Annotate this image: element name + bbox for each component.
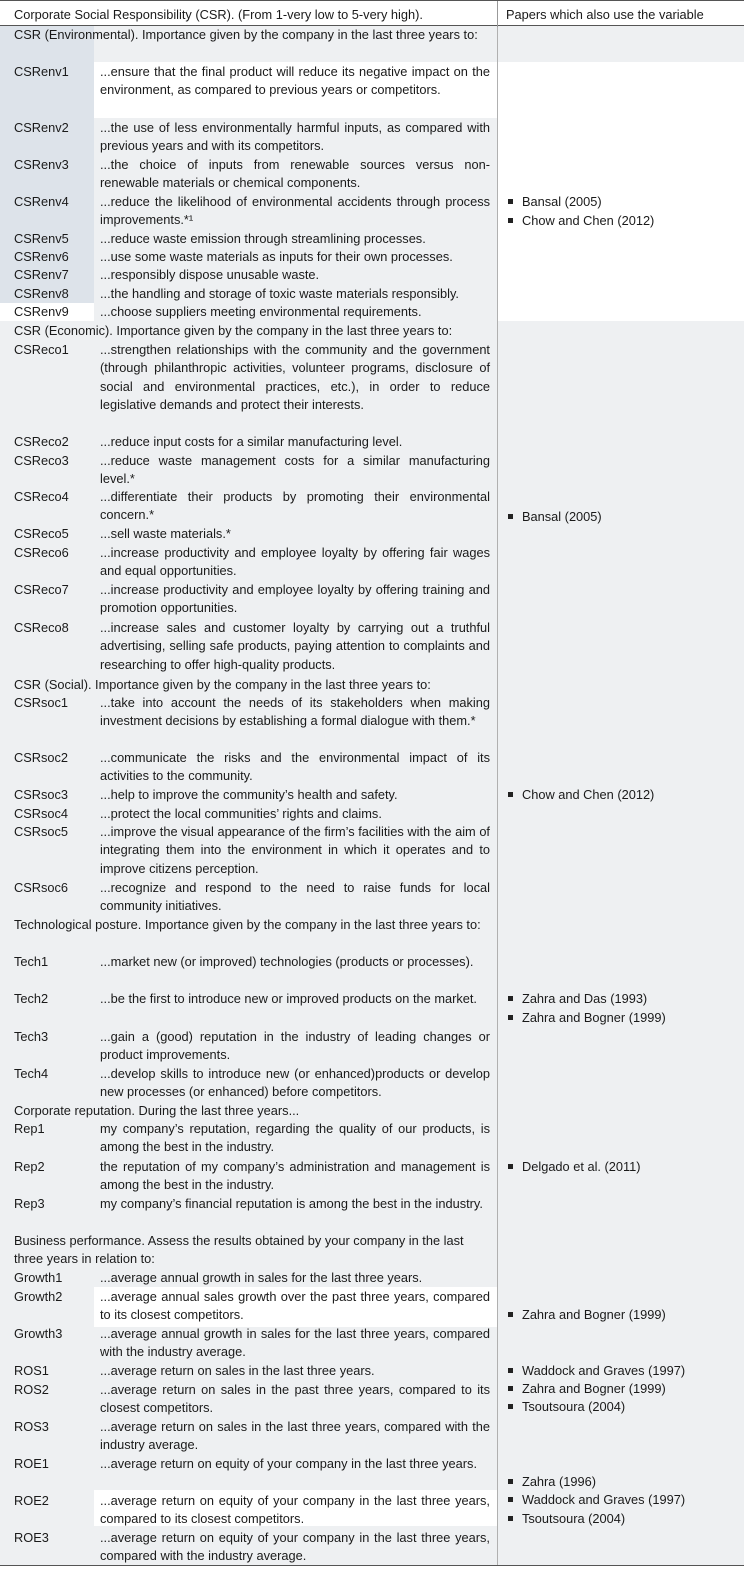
row-text: ...the choice of inputs from renewable sources versus non-renewable materials or chemical components. [100,157,490,191]
row-code: CSReco8 [14,620,69,635]
row-code: Rep2 [14,1159,45,1174]
row-code: CSRsoc2 [14,750,69,765]
row-code: Tech1 [14,954,49,969]
row-code: Tech2 [14,991,49,1006]
row-text: ...average return on equity of your company in the last three years, compared with the industry average. [100,1530,490,1564]
reference-item: Bansal (2005) [508,193,740,211]
reference-item: Zahra and Bogner (1999) [508,1306,740,1324]
row-text: ...use some waste materials as inputs for their own processes. [100,249,453,264]
row-text: ...average return on sales in the last three years. [100,1363,375,1378]
row-code: CSRenv1 [14,64,69,79]
row-text: ...ensure that the final product will reduce its negative impact on the environment, as compared to previous years or competitors. [100,64,490,98]
table-bottom-rule [0,1565,744,1566]
row-text: ...average return on sales in the past three years, compared to its closest competitors. [100,1382,490,1416]
row-code: CSRenv4 [14,194,69,209]
section-title-economic: CSR (Economic). Importance given by the company in the last three years to: [14,323,453,338]
reference-item: Tsoutsoura (2004) [508,1398,740,1416]
row-text: ...gain a (good) reputation in the industry of leading changes or product improvements. [100,1029,490,1063]
row-text: ...communicate the risks and the environmental impact of its activities to the community. [100,750,490,784]
bullet-icon [508,1516,513,1521]
bullet-icon [508,1164,513,1169]
row-code: CSReco6 [14,545,69,560]
row-text: ...average return on sales in the last three years, compared with the industry average. [100,1419,490,1453]
header-papers: Papers which also use the variable [506,7,704,22]
row-text: ...choose suppliers meeting environmental requirements. [100,304,422,319]
row-text: ...recognize and respond to the need to raise funds for local community initiatives. [100,880,490,914]
row-code: CSRenv3 [14,157,69,172]
bullet-icon [508,792,513,797]
reference-item: Bansal (2005) [508,508,740,526]
row-text: ...be the first to introduce new or improved products on the market. [100,991,477,1006]
row-code: CSRsoc5 [14,824,69,839]
row-text: ...help to improve the community’s health and safety. [100,787,398,802]
bullet-icon [508,1386,513,1391]
row-text: ...reduce waste emission through streamlining processes. [100,231,426,246]
row-code: ROE3 [14,1530,49,1545]
row-code: CSRsoc1 [14,695,69,710]
bullet-icon [508,1479,513,1484]
bullet-icon [508,199,513,204]
row-code: ROE1 [14,1456,49,1471]
row-text: ...reduce input costs for a similar manufacturing level. [100,434,403,449]
reference-item: Zahra and Bogner (1999) [508,1380,740,1398]
row-text: ...protect the local communities’ rights and claims. [100,806,382,821]
reference-item: Zahra (1996) [508,1473,740,1491]
section-title-reputation: Corporate reputation. During the last three years... [14,1103,300,1118]
reference-item: Waddock and Graves (1997) [508,1491,740,1509]
row-text: ...increase sales and customer loyalty by carrying out a truthful advertising, selling safe products, paying attention to complaints and researching to offer high-quality products. [100,620,490,672]
row-text: ...increase productivity and employee loyalty by offering fair wages and equal opportunities. [100,545,490,579]
row-code: CSRenv2 [14,120,69,135]
row-text: ...develop skills to introduce new (or enhanced)products or develop new processes (or enhanced) before competitors. [100,1066,490,1100]
row-code: CSRenv6 [14,249,69,264]
row-code: CSReco7 [14,582,69,597]
row-text: the reputation of my company’s administration and management is among the best in the industry. [100,1159,490,1193]
row-code: ROS3 [14,1419,49,1434]
row-text: ...increase productivity and employee loyalty by offering training and promotion opportunities. [100,582,490,616]
section-title-environmental: CSR (Environmental). Importance given by the company in the last three years to: [14,27,478,42]
row-code: CSReco5 [14,526,69,541]
bullet-icon [508,1312,513,1317]
reference-item: Chow and Chen (2012) [508,212,740,230]
row-code: Rep1 [14,1121,45,1136]
row-code: ROS1 [14,1363,49,1378]
row-code: ROE2 [14,1493,49,1508]
row-code: Growth3 [14,1326,63,1341]
row-code: CSRenv7 [14,267,69,282]
row-text: ...sell waste materials.* [100,526,231,541]
row-text: ...average return on equity of your company in the last three years. [100,1456,478,1471]
row-code: CSRsoc3 [14,787,69,802]
row-text: ...average annual growth in sales for the last three years, compared with the industry average. [100,1326,490,1360]
section-title-performance: Business performance. Assess the results obtained by your company in the last three years in relation to: [14,1233,464,1267]
row-code: ROS2 [14,1382,49,1397]
reference-item: Zahra and Das (1993) [508,990,740,1008]
row-text: ...market new (or improved) technologies (products or processes). [100,954,474,969]
row-text: ...differentiate their products by promoting their environmental concern.* [100,489,490,523]
bullet-icon [508,1404,513,1409]
row-code: CSRenv8 [14,286,69,301]
row-code: CSRsoc6 [14,880,69,895]
bullet-icon [508,1368,513,1373]
row-text: ...average annual growth in sales for the last three years. [100,1270,423,1285]
row-text: ...average return on equity of your company in the last three years, compared to its closest competitors. [100,1493,490,1527]
reference-item: Zahra and Bogner (1999) [508,1009,740,1027]
row-code: Growth1 [14,1270,63,1285]
reference-item: Waddock and Graves (1997) [508,1362,740,1380]
header-variables: Corporate Social Responsibility (CSR). (From 1-very low to 5-very high). [14,7,423,22]
table-header [0,0,744,26]
section-title-social: CSR (Social). Importance given by the company in the last three years to: [14,677,431,692]
row-text: ...strengthen relationships with the community and the government (through philanthropic activities, volunteer programs, disclosure of social and environmental practices, etc.), in order to reduce legislative demands and protect their interests. [100,342,490,412]
bullet-icon [508,514,513,519]
row-text: ...reduce the likelihood of environmental accidents through process improvements.*¹ [100,194,490,228]
reference-item: Delgado et al. (2011) [508,1158,740,1176]
row-text: my company’s financial reputation is among the best in the industry. [100,1196,483,1211]
row-code: Growth2 [14,1289,63,1304]
row-code: Rep3 [14,1196,45,1211]
row-code: Tech4 [14,1066,49,1081]
row-text: ...take into account the needs of its stakeholders when making investment decisions by establishing a formal dialogue with them.* [100,695,490,729]
reference-item: Chow and Chen (2012) [508,786,740,804]
bullet-icon [508,1497,513,1502]
row-text: my company’s reputation, regarding the quality of our products, is among the best in the industry. [100,1121,490,1155]
row-code: CSRenv5 [14,231,69,246]
row-text: ...reduce waste management costs for a similar manufacturing level.* [100,453,490,487]
row-text: ...the handling and storage of toxic waste materials responsibly. [100,286,459,301]
row-text: ...average annual sales growth over the past three years, compared to its closest competitors. [100,1289,490,1323]
bullet-icon [508,218,513,223]
section-title-technological: Technological posture. Importance given by the company in the last three years to: [14,917,481,932]
row-code: CSReco3 [14,453,69,468]
row-code: CSRenv9 [14,304,69,319]
row-code: CSReco2 [14,434,69,449]
row-text: ...the use of less environmentally harmful inputs, as compared with previous years and with its competitors. [100,120,490,154]
row-code: CSReco4 [14,489,69,504]
row-text: ...responsibly dispose unusable waste. [100,267,320,282]
reference-item: Tsoutsoura (2004) [508,1510,740,1528]
bullet-icon [508,996,513,1001]
row-text: ...improve the visual appearance of the firm’s facilities with the aim of integrating them into the environment in which it operates and to improve citizens perception. [100,824,490,876]
row-code: CSRsoc4 [14,806,69,821]
row-code: Tech3 [14,1029,49,1044]
row-code: CSReco1 [14,342,69,357]
bullet-icon [508,1015,513,1020]
